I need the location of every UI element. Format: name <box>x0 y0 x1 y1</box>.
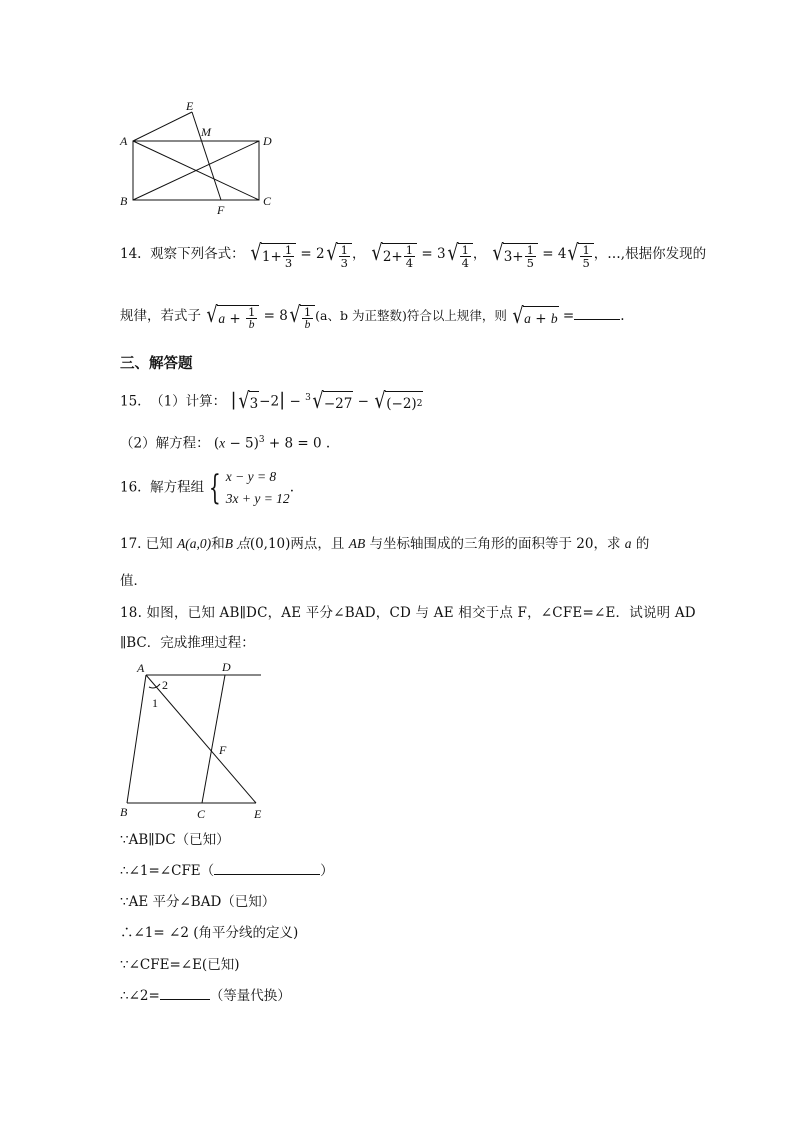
sqrt-expr-2: √ 2+ $\frac{1}{4}$ <box>370 240 417 269</box>
step-2-text: ∴∠1=∠CFE（ <box>120 863 215 879</box>
rectangle-figure <box>115 98 285 220</box>
q16-text: 解方程组 <box>150 479 205 496</box>
q14-line2: 规律，若式子 √ a + $\frac{1}{b}$ = 8 √ $\frac{1}{b}$ (a、b 为正整数)符合以上规律，则 √ a + b = . <box>120 303 625 331</box>
q14-line2-lead: 规律，若式子 <box>120 308 201 324</box>
q16-number: 16. <box>120 479 142 496</box>
sqrt-a-plus-frac: √ a + $\frac{1}{b}$ <box>205 302 259 331</box>
q18-line1: 18. 如图，已知 AB∥DC，AE 平分∠BAD，CD 与 AE 相交于点 F，∠CFE=∠E．试说明 AD <box>120 605 696 621</box>
q17-lead: 17. 已知 <box>120 536 173 552</box>
q16: 16. 解方程组 { x − y = 8 3x + y = 12 . <box>120 468 294 508</box>
label-D2: D <box>222 660 231 674</box>
step-6-text: ∴∠2= <box>120 988 160 1004</box>
q18-line2: ∥BC．完成推理过程： <box>120 635 255 651</box>
q14-answer-blank[interactable] <box>574 319 620 320</box>
step-6-answer-blank[interactable] <box>160 999 210 1000</box>
q18-step-3 <box>120 892 275 912</box>
q14-equals: = <box>562 308 575 324</box>
label-F2: F <box>219 743 227 757</box>
label-E: E <box>186 99 194 113</box>
label-A: A <box>120 134 128 148</box>
step-2-close: ） <box>320 863 334 879</box>
q17-point-A: A(a,0) <box>177 536 212 551</box>
q18-step-4 <box>120 923 298 943</box>
sqrt-a-plus-b: √ a + b <box>512 303 558 329</box>
q14-lead: 观察下列各式： <box>150 246 245 262</box>
sqrt-expr-3: √ 3+ $\frac{1}{5}$ <box>491 240 538 269</box>
label-F: F <box>217 203 225 217</box>
label-A2: A <box>137 661 145 675</box>
q17-text-d: 两点，且 <box>290 536 345 552</box>
section-title: 三、解答题 <box>120 356 193 372</box>
step-5-text: ∵∠CFE=∠E(已知) <box>120 957 240 973</box>
q18-step-5 <box>120 955 239 975</box>
label-B: B <box>120 194 128 208</box>
sqrt-expr-1: √ 1+ $\frac{1}{3}$ <box>249 240 296 269</box>
q17-var-a: a <box>624 536 632 551</box>
q15-part1: 15. （1）计算： | √ 3 −2| − $^3$ √ −27 − √ (−2) 2 <box>120 389 423 414</box>
label-angle-1: 1 <box>152 696 158 710</box>
q14-number: 14. <box>120 246 142 262</box>
q18-step-2 <box>120 861 334 881</box>
label-angle-2: 2 <box>162 678 168 692</box>
q17-and: 和 <box>211 536 225 552</box>
label-E2: E <box>254 807 262 821</box>
q17-B-label: B 点 <box>224 536 250 551</box>
q15-number: 15. <box>120 393 142 410</box>
q14-line1: 14. 观察下列各式： √ 1+ $\frac{1}{3}$ = 2 √ $\frac{1}{3}$ ， √ 2+ $\frac{1}{4}$ = 3 √ $\frac{1}{4}$ ， √ 3+ $\frac{1}{5}$ = 4 √ $\frac{1}{5}$ ，…,根据你发现的 <box>120 241 707 270</box>
label-C2: C <box>197 807 206 821</box>
step-2-answer-blank[interactable] <box>214 874 320 875</box>
label-B2: B <box>120 805 128 819</box>
q14-note: (a、b 为正整数)符合以上规律，则 <box>315 308 507 323</box>
q17-line2: 值． <box>120 573 147 589</box>
label-C: C <box>263 194 272 208</box>
step-1-text: ∵AB∥DC（已知） <box>120 832 230 848</box>
step-6-reason: （等量代换） <box>209 988 291 1004</box>
q15-part2: （2）解方程： $(x - 5)^3 + 8 = 0$ . <box>120 435 331 452</box>
label-M: M <box>201 125 211 139</box>
q15-part2-label: （2）解方程： <box>120 435 210 452</box>
q15-eq2-tail: = 0 . <box>297 435 331 452</box>
parallel-lines-figure <box>115 658 275 826</box>
q17-text-f: 的 <box>635 536 650 552</box>
q14-period: . <box>620 308 625 324</box>
q18-step-6 <box>120 986 291 1006</box>
q16-period: . <box>289 479 294 496</box>
step-4-text: ∴∠1= ∠2 (角平分线的定义) <box>120 925 299 941</box>
label-D: D <box>263 134 272 148</box>
q17-text-e: 与坐标轴围成的三角形的面积等于 20，求 <box>369 536 621 552</box>
q17-line1 <box>120 534 649 554</box>
q16-eq2: 3x + y = 12 <box>225 491 290 506</box>
q14-tail: ，…,根据你发现的 <box>593 246 707 262</box>
step-3-text: ∵AE 平分∠BAD（已知） <box>120 894 276 910</box>
q18-step-1 <box>120 830 230 850</box>
q17-point-B: (0,10) <box>249 536 291 552</box>
q15-part1-label: （1）计算： <box>150 393 227 410</box>
q16-eq1: x − y = 8 <box>225 469 277 484</box>
q17-AB: AB <box>348 536 366 551</box>
